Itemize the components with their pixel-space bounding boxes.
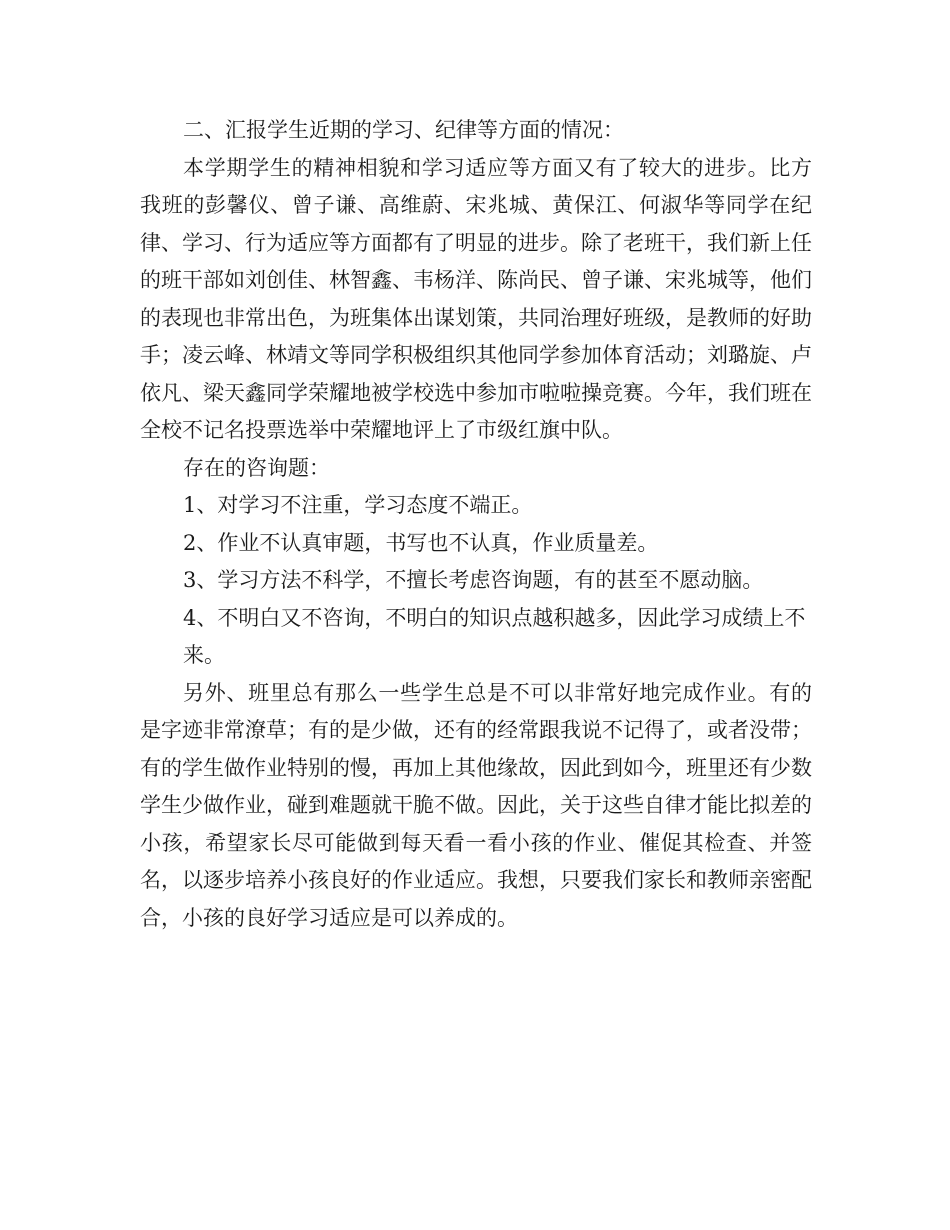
problem-item-1: 1、对学习不注重，学习态度不端正。 [183, 493, 533, 517]
problems-heading: 存在的咨询题： [183, 455, 330, 480]
problem-item-3: 3、学习方法不科学，不擅长考虑咨询题，有的甚至不愿动脑。 [183, 568, 764, 592]
problem-item-2: 2、作业不认真审题，书写也不认真，作业质量差。 [183, 530, 659, 555]
paragraph-homework: 另外、班里总有那么一些学生总是不可以非常好地完成作业。有的是字迹非常潦草；有的是少做，还有的经常跟我说不记得了，或者没带；有的学生做作业特别的慢，再加上其他缘故，因此到如今，班里还有少数学生少做作业，碰到难题就干脆不做。因此，关于这些自律才能比拟差的小孩，希望家长尽可能做到每天看一看小孩的作业、催促其检查、并签名，以逐步培养小孩良好的作业适应。我想，只要我们家长和教师亲密配合，小孩的良好学习适应是可以养成的。 [140, 680, 812, 930]
paragraph-progress: 本学期学生的精神相貌和学习适应等方面又有了较大的进步。比方我班的彭馨仪、曾子谦、高维蔚、宋兆城、黄保江、何淑华等同学在纪律、学习、行为适应等方面都有了明显的进步。除了老班干，我们新上任的班干部如刘创佳、林智鑫、韦杨洋、陈尚民、曾子谦、宋兆城等，他们的表现也非常出色，为班集体出谋划策，共同治理好班级，是教师的好助手；凌云峰、林靖文等同学积极组织其他同学参加体育活动；刘璐旋、卢依凡、梁天鑫同学荣耀地被学校选中参加市啦啦操竞赛。今年，我们班在全校不记名投票选举中荣耀地评上了市级红旗中队。 [140, 155, 812, 442]
document-body [140, 112, 812, 937]
section-heading: 二、汇报学生近期的学习、纪律等方面的情况： [183, 118, 624, 142]
problem-item-4: 4、不明白又不咨询，不明白的知识点越积越多，因此学习成绩上不 [183, 605, 806, 630]
problem-item-4-continuation: 来。 [183, 643, 225, 667]
